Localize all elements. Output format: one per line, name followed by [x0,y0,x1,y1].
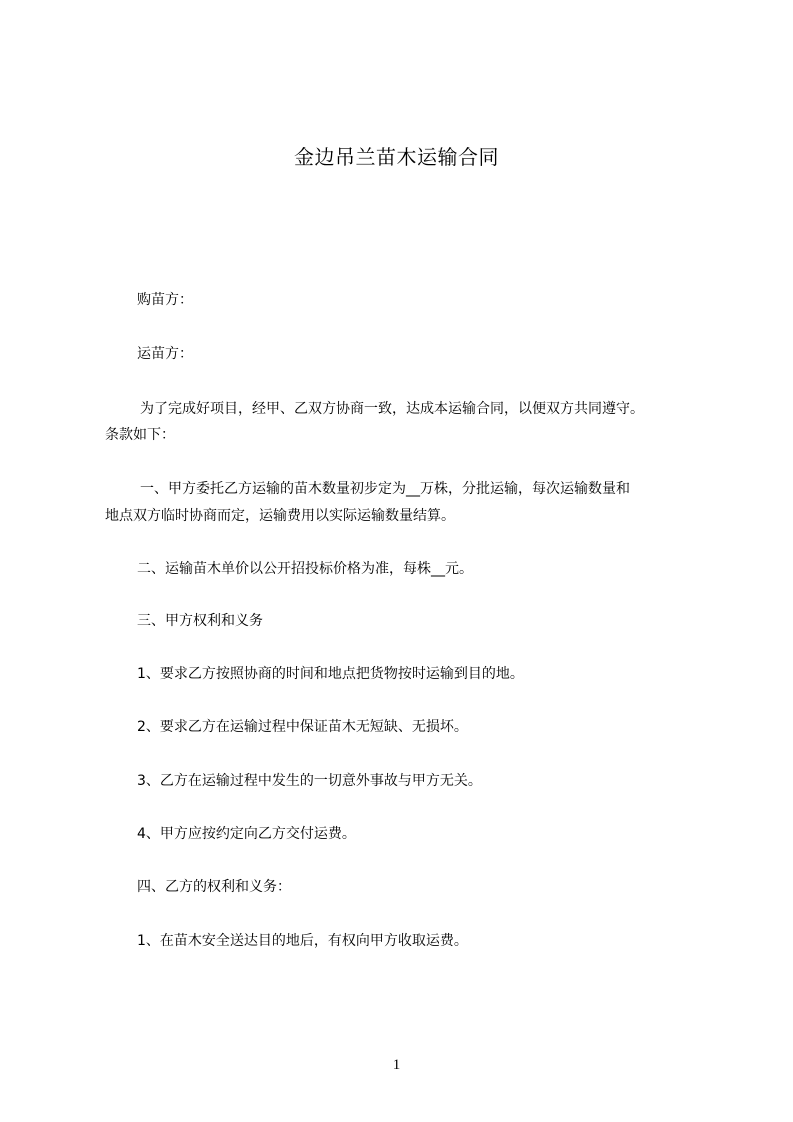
clause-1-line-1: 一、甲方委托乙方运输的苗木数量初步定为__万株，分批运输，每次运输数量和 [140,481,630,497]
carrier-label: 运苗方： [137,346,193,362]
clause-4-item-1: 1、在苗木安全送达目的地后，有权向甲方收取运费。 [137,933,468,949]
clause-1-line-2: 地点双方临时协商而定，运输费用以实际运输数量结算。 [105,508,455,524]
clause-3-heading: 三、甲方权利和义务 [137,613,263,629]
intro-line-2: 条款如下： [105,427,175,443]
clause-3-item-1: 1、要求乙方按照协商的时间和地点把货物按时运输到目的地。 [137,666,524,682]
clause-4-heading: 四、乙方的权利和义务： [137,879,291,895]
intro-line-1: 为了完成好项目，经甲、乙双方协商一致，达成本运输合同，以便双方共同遵守。 [140,401,644,417]
buyer-label: 购苗方： [137,292,193,308]
document-title: 金边吊兰苗木运输合同 [294,145,499,169]
clause-3-item-3: 3、乙方在运输过程中发生的一切意外事故与甲方无关。 [137,773,482,789]
clause-3-item-2: 2、要求乙方在运输过程中保证苗木无短缺、无损坏。 [137,719,468,735]
clause-3-item-4: 4、甲方应按约定向乙方交付运费。 [137,826,356,842]
page-number: 1 [392,1057,401,1073]
clause-2: 二、运输苗木单价以公开招投标价格为准，每株__元。 [137,561,473,577]
